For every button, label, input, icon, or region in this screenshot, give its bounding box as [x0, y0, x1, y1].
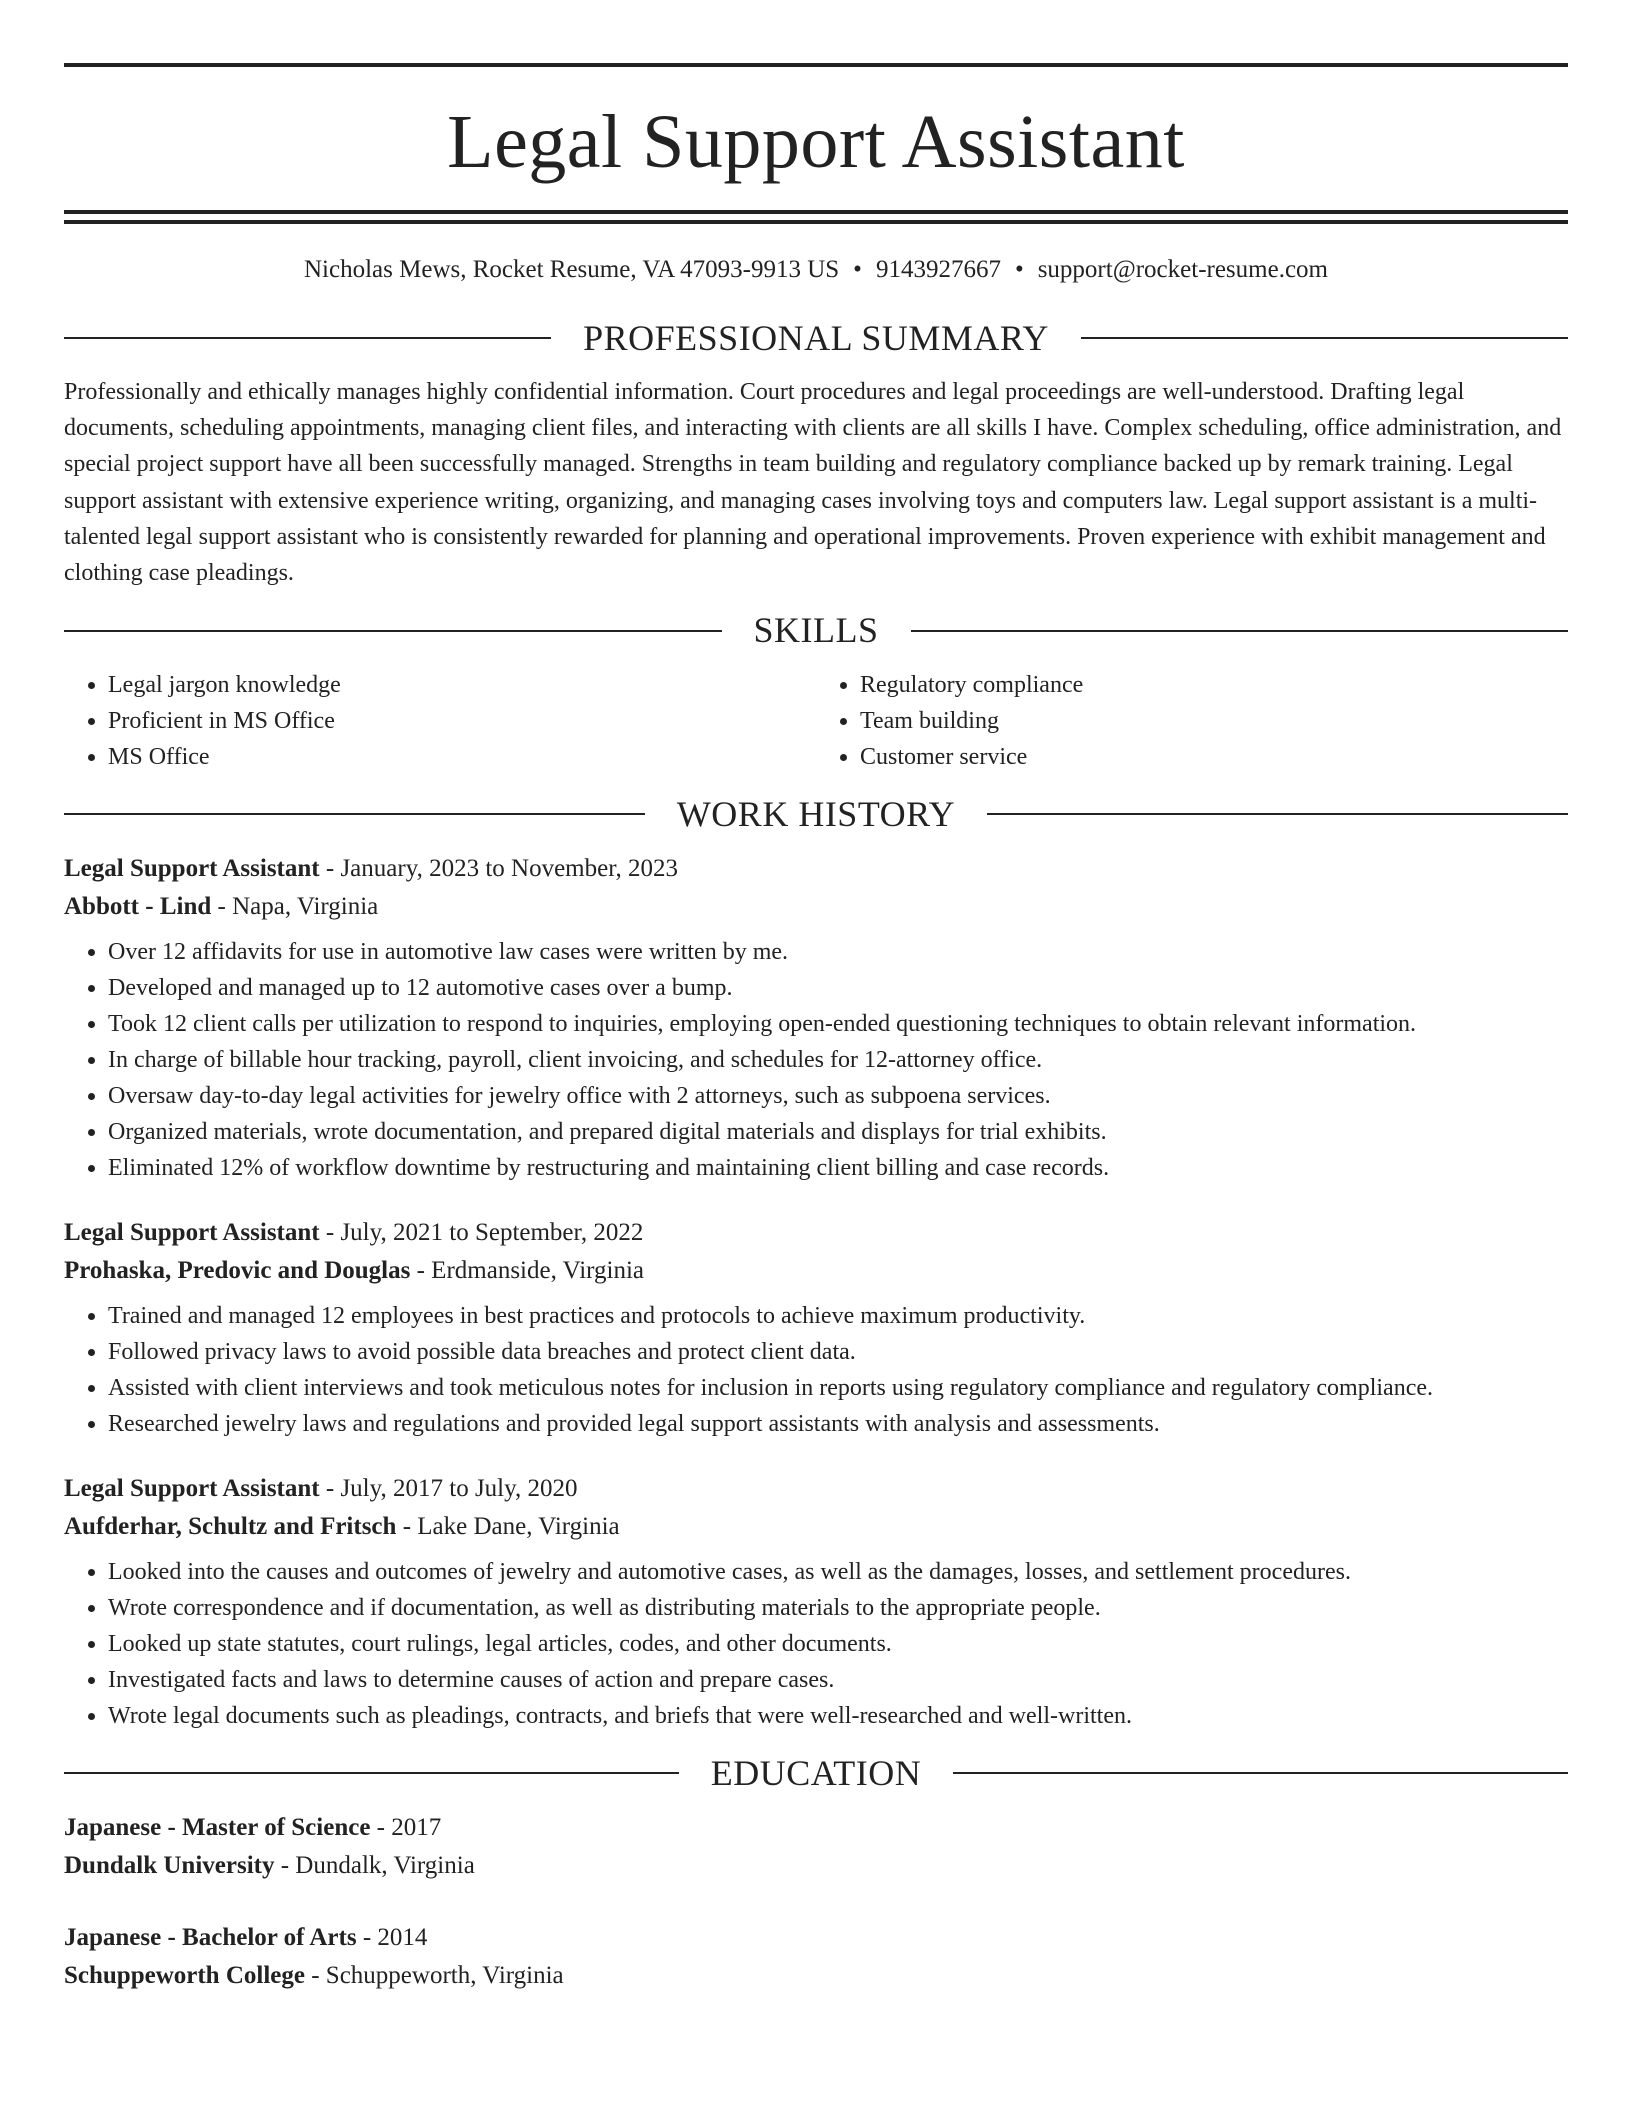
contact-line [64, 254, 1568, 287]
job-role: Legal Support Assistant [64, 1218, 320, 1246]
job-entry [64, 1470, 1568, 1734]
education-school-line [64, 1847, 1568, 1885]
job-location: - Napa, Virginia [211, 892, 379, 920]
job-location: - Lake Dane, Virginia [396, 1512, 620, 1540]
contact-separator: • [1014, 256, 1024, 283]
job-dates: - July, 2017 to July, 2020 [319, 1474, 578, 1502]
job-company: Prohaska, Predovic and Douglas [64, 1256, 411, 1284]
work-section-heading [64, 793, 1568, 836]
job-entry [64, 850, 1568, 1186]
education-section-title: EDUCATION [710, 1752, 922, 1793]
skills-column-right [816, 667, 1568, 775]
work-section-title: WORK HISTORY [676, 793, 956, 834]
job-role: Legal Support Assistant [64, 854, 320, 882]
education-degree-line [64, 1809, 1568, 1847]
job-company-line [64, 888, 1568, 926]
job-bullets [64, 934, 1568, 1186]
job-bullet: • In charge of billable hour tracking, payroll, client invoicing, and schedules for 12-attorney office. [108, 1042, 1568, 1078]
job-bullet: • Trained and managed 12 employees in best practices and protocols to achieve maximum productivity. [108, 1298, 1568, 1334]
job-bullet: • Assisted with client interviews and took meticulous notes for inclusion in reports using regulatory compliance and regulatory compliance. [108, 1370, 1568, 1406]
job-entry [64, 1214, 1568, 1442]
job-dates: - January, 2023 to November, 2023 [319, 854, 679, 882]
education-location: - Dundalk, Virginia [274, 1852, 475, 1880]
job-bullet: • Developed and managed up to 12 automotive cases over a bump. [108, 970, 1568, 1006]
summary-section-title: PROFESSIONAL SUMMARY [583, 317, 1049, 358]
job-bullet: • Looked into the causes and outcomes of jewelry and automotive cases, as well as the damages, losses, and settlement procedures. [108, 1554, 1568, 1590]
job-bullet: • Wrote legal documents such as pleadings, contracts, and briefs that were well-researched and well-written. [108, 1698, 1568, 1734]
skill-item: • Regulatory compliance [860, 667, 1568, 703]
summary-section-heading [64, 317, 1568, 360]
work-history-list [64, 850, 1568, 1734]
education-school-line [64, 1957, 1568, 1995]
job-company: Aufderhar, Schultz and Fritsch [64, 1512, 397, 1540]
education-entry [64, 1919, 1568, 1995]
resume-name: Legal Support Assistant [447, 100, 1185, 184]
section-divider [64, 1772, 679, 1774]
skill-item: • Legal jargon knowledge [108, 667, 816, 703]
section-divider [64, 630, 722, 632]
job-company-line [64, 1252, 1568, 1290]
contact-phone: 9143927667 [875, 256, 1001, 283]
skill-item: • Team building [860, 703, 1568, 739]
section-divider [1081, 337, 1568, 339]
job-company: Abbott - Lind [64, 892, 212, 920]
job-bullet: • Over 12 affidavits for use in automotive law cases were written by me. [108, 934, 1568, 970]
contact-address: Nicholas Mews, Rocket Resume, VA 47093-9913 US [304, 256, 840, 283]
job-bullets [64, 1298, 1568, 1442]
skill-item: • MS Office [108, 739, 816, 775]
education-entry [64, 1809, 1568, 1885]
job-bullet: • Wrote correspondence and if documentation, as well as distributing materials to the appropriate people. [108, 1590, 1568, 1626]
job-bullets [64, 1554, 1568, 1734]
education-degree: Japanese - Master of Science [64, 1814, 371, 1842]
education-school: Dundalk University [64, 1852, 275, 1880]
skill-item: • Customer service [860, 739, 1568, 775]
job-location: - Erdmanside, Virginia [410, 1256, 645, 1284]
skills-section-heading [64, 609, 1568, 652]
job-bullet: • Organized materials, wrote documentation, and prepared digital materials and displays for trial exhibits. [108, 1114, 1568, 1150]
job-role: Legal Support Assistant [64, 1474, 320, 1502]
education-year: - 2014 [356, 1924, 428, 1952]
section-divider [953, 1772, 1568, 1774]
job-bullet: • Investigated facts and laws to determine causes of action and prepare cases. [108, 1662, 1568, 1698]
section-divider [987, 813, 1568, 815]
job-bullet: • Took 12 client calls per utilization to respond to inquiries, employing open-ended questioning techniques to obtain relevant information. [108, 1006, 1568, 1042]
education-degree-line [64, 1919, 1568, 1957]
job-title-line [64, 1214, 1568, 1252]
job-title-line [64, 1470, 1568, 1508]
job-title-line [64, 850, 1568, 888]
skill-item: • Proficient in MS Office [108, 703, 816, 739]
contact-email: support@rocket-resume.com [1037, 256, 1328, 283]
job-company-line [64, 1508, 1568, 1546]
skills-section-title: SKILLS [753, 610, 879, 651]
skills-column-left [64, 667, 816, 775]
summary-text: Professionally and ethically manages highly confidential information. Court procedures and legal proceedings are well-understood. Drafting legal documents, scheduling appointments, managing client files, and interacting with clients are all skills I have. Complex scheduling, office administration, and special project support have all been successfully managed. Strengths in team building and regulatory compliance backed up by remark training. Legal support assistant with extensive experience writing, organizing, and managing cases involving toys and computers law. Legal support assistant is a multi-talented legal support assistant who is consistently rewarded for planning and operational improvements. Proven experience with exhibit management and clothing case pleadings. [64, 378, 1562, 587]
contact-separator: • [853, 256, 862, 283]
education-location: - Schuppeworth, Virginia [304, 1962, 564, 1990]
education-degree: Japanese - Bachelor of Arts [64, 1924, 357, 1952]
section-divider [64, 813, 645, 815]
job-bullet: • Researched jewelry laws and regulations and provided legal support assistants with analysis and assessments. [108, 1406, 1568, 1442]
job-bullet: • Eliminated 12% of workflow downtime by restructuring and maintaining client billing and case records. [108, 1150, 1568, 1186]
resume-content [64, 0, 1568, 2029]
job-bullet: • Followed privacy laws to avoid possible data breaches and protect client data. [108, 1334, 1568, 1370]
section-divider [64, 337, 551, 339]
top-rule [64, 63, 1568, 67]
education-list [64, 1809, 1568, 1995]
section-divider [911, 630, 1569, 632]
name-double-rule [64, 210, 1568, 224]
education-section-heading [64, 1752, 1568, 1795]
education-year: - 2017 [370, 1814, 442, 1842]
skills-list [64, 667, 1568, 775]
job-bullet: • Oversaw day-to-day legal activities for jewelry office with 2 attorneys, such as subpoena services. [108, 1078, 1568, 1114]
education-school: Schuppeworth College [64, 1962, 305, 1990]
job-dates: - July, 2021 to September, 2022 [319, 1218, 644, 1246]
job-bullet: • Looked up state statutes, court rulings, legal articles, codes, and other documents. [108, 1626, 1568, 1662]
